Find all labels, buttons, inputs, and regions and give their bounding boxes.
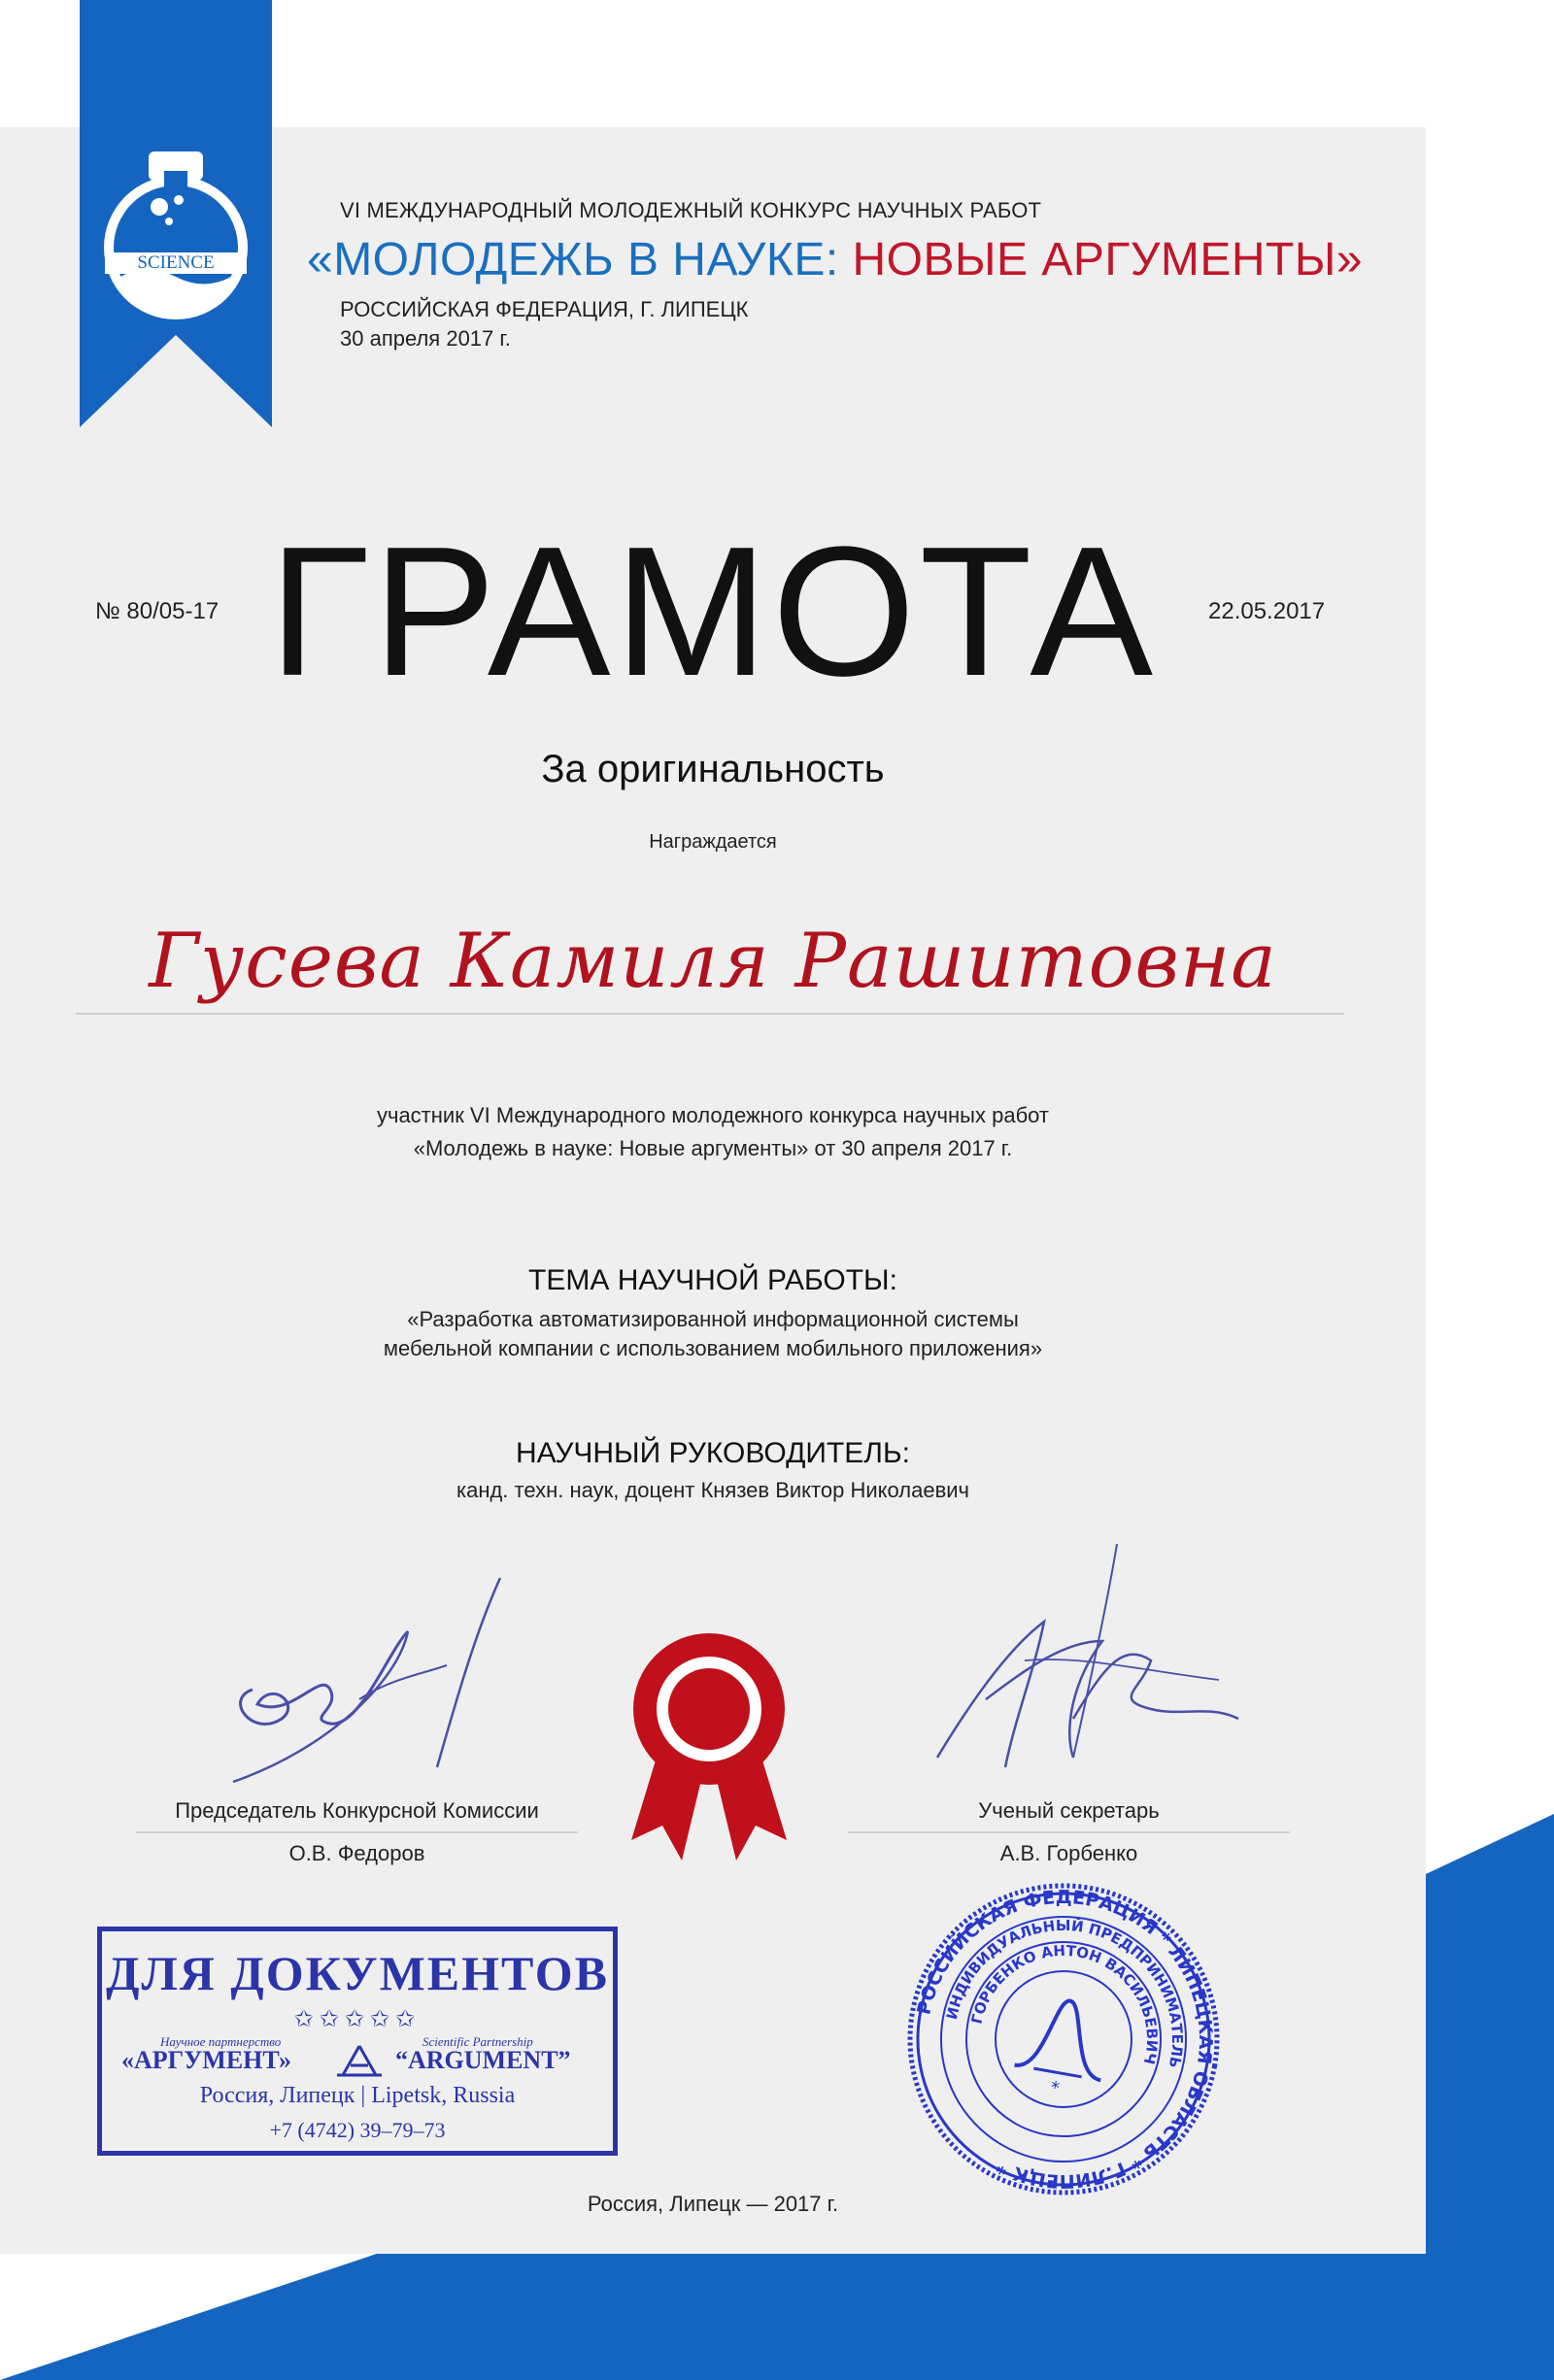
stamp-sub-right: Scientific Partnership xyxy=(422,2034,533,2049)
seal-middle-text: ИНДИВИДУАЛЬНЫЙ ПРЕДПРИНИМАТЕЛЬ xyxy=(942,1916,1187,2070)
left-signature xyxy=(214,1573,524,1796)
stamp-location: Россия, Липецк | Lipetsk, Russia xyxy=(199,2083,516,2108)
recipient-underline xyxy=(76,1013,1344,1015)
svg-text:*: * xyxy=(1048,2077,1062,2099)
logo-text: SCIENCE xyxy=(105,252,247,274)
chair-signature-line xyxy=(136,1831,578,1833)
topic-line-1: «Разработка автоматизированной информационной системы xyxy=(407,1307,1019,1331)
stamp-stars: ✩✩✩✩✩ xyxy=(293,2007,422,2032)
certificate-number: № 80/05-17 xyxy=(95,598,220,624)
topic-line-2: мебельной компании с использованием мобильного приложения» xyxy=(383,1336,1043,1360)
contest-line: VI МЕЖДУНАРОДНЫЙ МОЛОДЕЖНЫЙ КОНКУРС НАУЧНЫХ РАБОТ xyxy=(340,198,1042,222)
round-seal xyxy=(903,1879,1224,2199)
chair-name: О.В. Федоров xyxy=(288,1841,425,1865)
contest-date: 30 апреля 2017 г. xyxy=(340,326,511,351)
secretary-role: Ученый секретарь xyxy=(978,1798,1160,1823)
seal-inner-text: ГОРБЕНКО АНТОН ВАСИЛЬЕВИЧ xyxy=(967,1941,1162,2066)
participant-line-2: «Молодежь в науке: Новые аргументы» от 30 апреля 2017 г. xyxy=(413,1136,1013,1160)
contest-title-blue: «МОЛОДЕЖЬ В НАУКЕ: xyxy=(307,234,853,285)
issue-date: 22.05.2017 xyxy=(1208,598,1326,624)
secretary-signature-line xyxy=(848,1831,1290,1833)
certificate-title: ГРАМОТА xyxy=(268,509,1158,715)
contest-title-red: НОВЫЕ АРГУМЕНТЫ» xyxy=(852,234,1364,285)
stamp-argument-ru: «АРГУМЕНТ» xyxy=(121,2046,292,2074)
stamp-phone: +7 (4742) 39–79–73 xyxy=(269,2118,446,2142)
stamp-title: ДЛЯ ДОКУМЕНТОВ xyxy=(106,1946,609,2000)
recipient-name: Гусева Камиля Рашитовна xyxy=(149,918,1277,1005)
secretary-name: А.В. Горбенко xyxy=(999,1841,1138,1865)
contest-place: РОССИЙСКАЯ ФЕДЕРАЦИЯ, Г. ЛИПЕЦК xyxy=(340,297,749,321)
topic-heading: ТЕМА НАУЧНОЙ РАБОТЫ: xyxy=(528,1264,897,1296)
science-logo-ribbon xyxy=(80,0,272,427)
document-stamp xyxy=(97,1927,618,2156)
chair-role: Председатель Конкурсной Комиссии xyxy=(175,1798,539,1823)
stamp-logo-icon xyxy=(333,2044,386,2079)
footer-location: Россия, Липецк — 2017 г. xyxy=(587,2192,839,2216)
stamp-sub-left: Научное партнерство xyxy=(160,2034,282,2049)
award-reason: За оригинальность xyxy=(541,748,885,790)
supervisor-heading: НАУЧНЫЙ РУКОВОДИТЕЛЬ: xyxy=(515,1437,911,1469)
contest-title xyxy=(307,233,1363,286)
supervisor-name: канд. техн. наук, доцент Князев Виктор Николаевич xyxy=(456,1478,970,1502)
participant-line-1: участник VI Международного молодежного конкурса научных работ xyxy=(376,1103,1049,1127)
stamp-argument-en: “ARGUMENT” xyxy=(395,2046,571,2074)
awarded-label: Награждается xyxy=(649,831,777,853)
award-rosette-icon xyxy=(612,1631,806,1864)
right-signature xyxy=(928,1534,1248,1796)
seal-outer-text: РОССИЙСКАЯ ФЕДЕРАЦИЯ * ЛИПЕЦКАЯ ОБЛАСТЬ * Г.ЛИПЕЦК * xyxy=(913,1886,1217,2193)
